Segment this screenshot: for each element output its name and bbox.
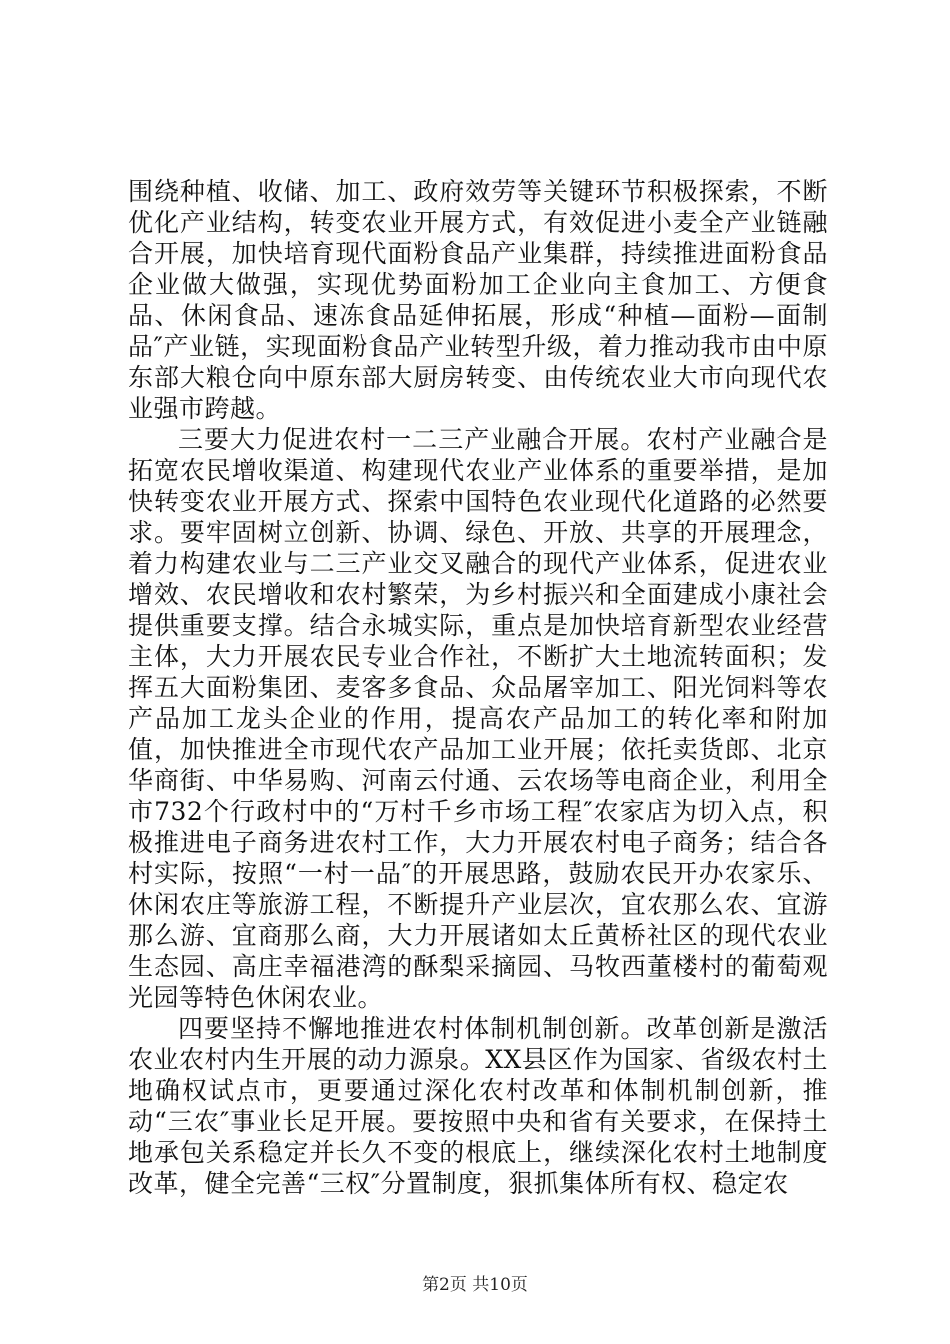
page-number-footer: 第2页 共10页	[422, 1275, 528, 1295]
paragraph-2: 三要大力促进农村一二三产业融合开展。农村产业融合是拓宽农民增收渠道、构建现代农业产业体系的重要举措，是加快转变农业开展方式、探索中国特色农业现代化道路的必然要求。要牢固树立创新、协调、绿色、开放、共享的开展理念，着力构建农业与二三产业交叉融合的现代产业体系，促进农业增效、农民增收和农村繁荣，为乡村振兴和全面建成小康社会提供重要支撑。结合永城实际，重点是加快培育新型农业经营主体，大力开展农民专业合作社，不断扩大土地流转面积；发挥五大面粉集团、麦客多食品、众品屠宰加工、阳光饲料等农产品加工龙头企业的作用，提高农产品加工的转化率和附加值，加快推进全市现代农产品加工业开展；依托卖货郎、北京华商街、中华易购、河南云付通、云农场等电商企业，利用全市732个行政村中的“万村千乡市场工程″农家店为切入点，积极推进电子商务进农村工作，大力开展农村电子商务；结合各村实际，按照“一村一品″的开展思路，鼓励农民开办农家乐、休闲农庄等旅游工程，不断提升产业层次，宜农那么农、宜游那么游、宜商那么商，大力开展诸如太丘黄桥社区的现代农业生态园、高庄幸福港湾的酥梨采摘园、马牧西董楼村的葡萄观光园等特色休闲农业。	[128, 425, 828, 1012]
document-body	[128, 176, 828, 1199]
paragraph-1: 围绕种植、收储、加工、政府效劳等关键环节积极探索，不断优化产业结构，转变农业开展方式，有效促进小麦全产业链融合开展，加快培育现代面粉食品产业集群，持续推进面粉食品企业做大做强，实现优势面粉加工企业向主食加工、方便食品、休闲食品、速冻食品延伸拓展，形成“种植—面粉—面制品″产业链，实现面粉食品产业转型升级，着力推动我市由中原东部大粮仓向中原东部大厨房转变、由传统农业大市向现代农业强市跨越。	[128, 177, 828, 423]
paragraph-3: 四要坚持不懈地推进农村体制机制创新。改革创新是激活农业农村内生开展的动力源泉。XX县区作为国家、省级农村土地确权试点市，更要通过深化农村改革和体制机制创新，推动“三农″事业长足开展。要按照中央和省有关要求，在保持土地承包关系稳定并长久不变的根底上，继续深化农村土地制度改革，健全完善“三权″分置制度，狠抓集体所有权、稳定农	[128, 1014, 828, 1198]
